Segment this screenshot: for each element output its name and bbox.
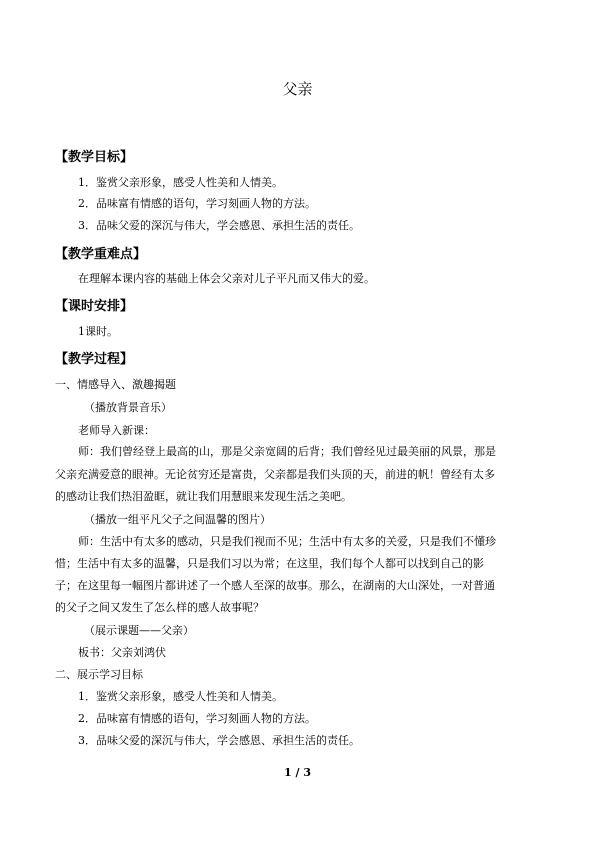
para2-line: 的父子之间又发生了怎么样的感人故事呢？ (55, 601, 264, 614)
document-title: 父亲 (282, 80, 313, 98)
schedule-text: 1课时。 (78, 325, 118, 338)
goal-item-3: 3．品味父爱的深沉与伟大，学会感恩、承担生活的责任。 (78, 219, 360, 232)
para2-line: 师：生活中有太多的感动，只是我们视而不见；生活中有太多的关爱，只是我们不懂珍 (78, 535, 496, 548)
para2-line: 惜；生活中有太多的温馨，只是我们习以为常；在这里，我们每个人都可以找到自己的影 (55, 557, 484, 570)
para1-line: 的感动让我们热泪盈眶，就让我们用慧眼来发现生活之美吧。 (55, 490, 352, 503)
part2-item-2: 2．品味富有情感的语句，学习刻画人物的方法。 (78, 712, 316, 725)
part1-title: 一、情感导入、激趣揭题 (55, 378, 176, 391)
para1-line: 师：我们曾经登上最高的山，那是父亲宽阔的后背；我们曾经见过最美丽的风景，那是 (78, 445, 496, 458)
heading-schedule: 【课时安排】 (55, 299, 134, 314)
teacher-intro: 老师导入新课： (78, 424, 155, 437)
heading-goals: 【教学目标】 (55, 150, 134, 165)
para1-line: 父亲充满爱意的眼神。无论贫穷还是富贵，父亲都是我们头顶的天，前进的帆！曾经有太多 (55, 468, 495, 481)
keypoints-text: 在理解本课内容的基础上体会父亲对儿子平凡而又伟大的爱。 (78, 272, 375, 285)
part2-title: 二、展示学习目标 (55, 668, 143, 681)
part2-item-3: 3．品味父爱的深沉与伟大，学会感恩、承担生活的责任。 (78, 734, 360, 747)
part2-item-1: 1．鉴赏父亲形象，感受人性美和人情美。 (78, 690, 283, 703)
goal-item-2: 2．品味富有情感的语句，学习刻画人物的方法。 (78, 197, 316, 210)
topic-note: （展示课题——父亲） (84, 624, 194, 637)
board-note: 板书：父亲刘鸿伏 (78, 646, 166, 659)
page-number: 1 / 3 (284, 766, 311, 779)
pictures-note: （播放一组平凡父子之间温馨的图片） (84, 513, 271, 526)
heading-keypoints: 【教学重难点】 (55, 247, 147, 262)
goal-item-1: 1．鉴赏父亲形象，感受人性美和人情美。 (78, 176, 283, 189)
para2-line: 子；在这里每一幅图片都讲述了一个感人至深的故事。那么，在湖南的大山深处，一对普通 (55, 579, 495, 592)
heading-process: 【教学过程】 (55, 352, 134, 367)
music-note: （播放背景音乐） (84, 401, 172, 414)
